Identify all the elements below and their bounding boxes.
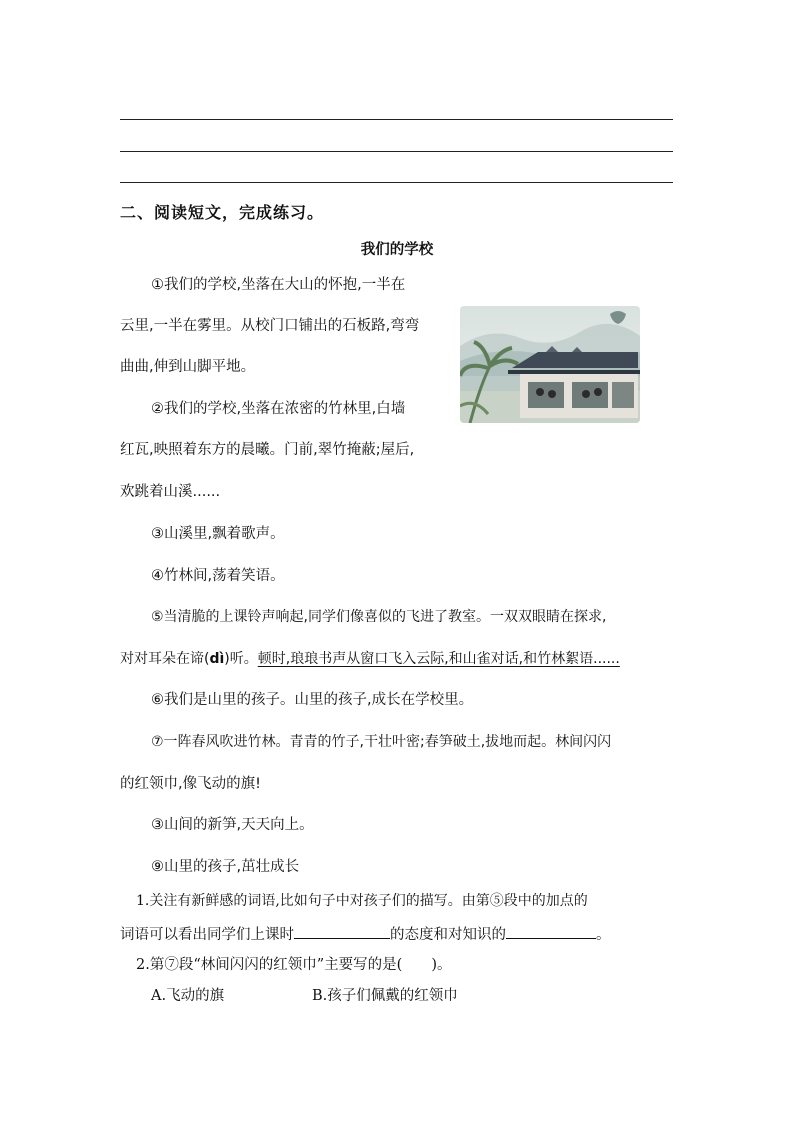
- article-line-15: ⑨山里的孩子,茁壮成长: [151, 859, 300, 875]
- article-line-1: ①我们的学校,坐落在大山的怀抱,一半在: [151, 277, 406, 293]
- article-line-7: ③山溪里,飘着歌声。: [151, 526, 285, 542]
- pinyin-di: dì: [209, 651, 225, 667]
- q1-blank-1[interactable]: [294, 924, 390, 939]
- article-line-8: ④竹林间,荡着笑语。: [151, 568, 285, 584]
- underlined-sentence: 顿时,琅琅书声从窗口飞入云际,和山雀对话,和竹林絮语......: [257, 651, 620, 667]
- article-line-4: ②我们的学校,坐落在浓密的竹林里,白墙: [151, 401, 406, 417]
- line10-text-2: )听。: [224, 651, 258, 667]
- article-title: 我们的学校: [360, 241, 434, 258]
- article-line-3: 曲曲,伸到山脚平地。: [120, 359, 256, 375]
- q1-text-b: 的态度和对知识的: [390, 927, 506, 943]
- line10-text: 对对耳朵在谛(: [120, 651, 210, 667]
- school-illustration: [460, 306, 640, 423]
- q1-text-c: 。: [596, 927, 611, 943]
- article-line-12: ⑦一阵春风吹进竹林。青青的竹子,干壮叶密;春笋破土,拔地而起。林间闪闪: [151, 734, 612, 750]
- answer-line-2: [120, 151, 673, 152]
- question-1-line-2: [120, 924, 611, 945]
- section-title: 二、阅读短文，完成练习。: [120, 203, 325, 222]
- article-line-14: ③山间的新笋,天天向上。: [151, 817, 314, 833]
- question-1-line-1: 1.关注有新鲜感的词语,比如句子中对孩子们的描写。由第⑤段中的加点的: [136, 893, 588, 909]
- answer-line-3: [120, 182, 673, 183]
- article-line-11: ⑥我们是山里的孩子。山里的孩子,成长在学校里。: [151, 692, 474, 708]
- answer-line-1: [120, 119, 673, 120]
- option-b: B.孩子们佩戴的红领巾: [312, 988, 458, 1004]
- article-line-6: 欢跳着山溪......: [120, 484, 221, 500]
- article-line-5: 红瓦,映照着东方的晨曦。门前,翠竹掩蔽;屋后,: [120, 442, 415, 458]
- article-line-13: 的红领巾,像飞动的旗!: [120, 776, 261, 792]
- q1-text-a: 词语可以看出同学们上课时: [120, 927, 294, 943]
- question-2: 2.第⑦段“林间闪闪的红领巾”主要写的是( )。: [136, 957, 452, 973]
- option-a: A.飞动的旗: [151, 988, 225, 1004]
- q1-blank-2[interactable]: [506, 924, 596, 939]
- article-line-10: [120, 649, 620, 669]
- article-line-9: ⑤当清脆的上课铃声响起,同学们像喜似的飞进了教室。一双双眼睛在探求,: [151, 609, 607, 625]
- article-line-2: 云里,一半在雾里。从校门口铺出的石板路,弯弯: [120, 318, 420, 334]
